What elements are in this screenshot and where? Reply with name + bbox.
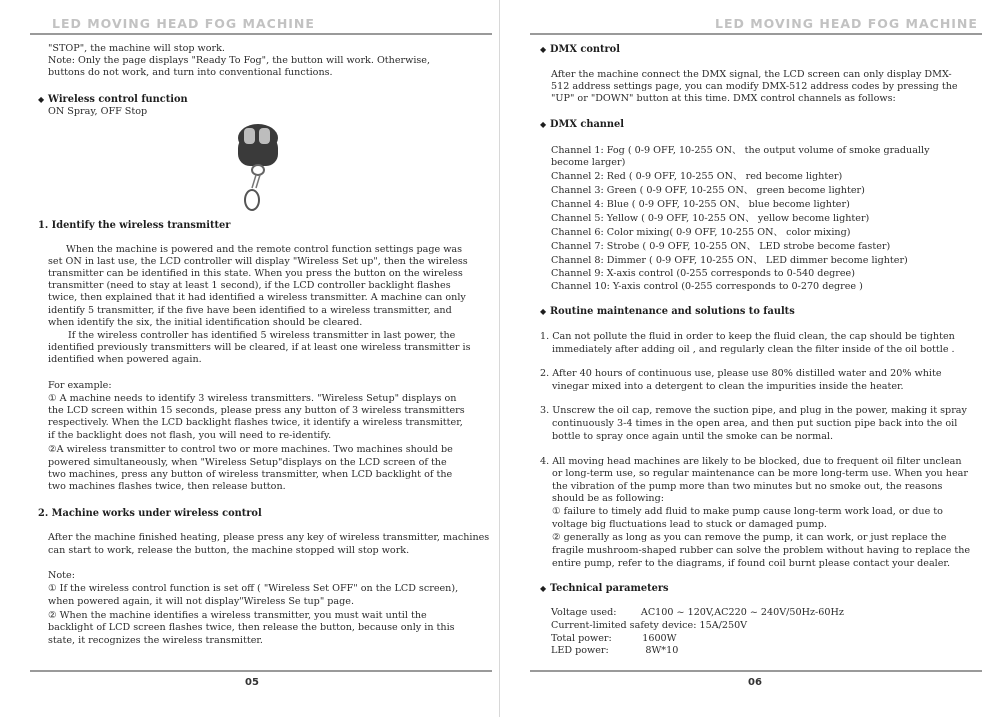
channel-line-7: Channel 6: Color mixing( 0-9 OFF, 10-255 ON、 color mixing) bbox=[551, 227, 851, 238]
maintenance-heading: ◆ Routine maintenance and solutions to faults bbox=[540, 306, 795, 317]
left-footer-rule bbox=[30, 670, 492, 672]
item4-line-9: entire pump, refer to the diagrams, if found coil burnt please contact your dealer. bbox=[552, 558, 950, 569]
channel-line-1: Channel 1: Fog ( 0-9 OFF, 10-255 ON、 the output volume of smoke gradually bbox=[551, 145, 930, 156]
tech-line-3: Total power: 1600W bbox=[551, 633, 677, 644]
right-footer-rule bbox=[530, 670, 982, 672]
channel-line-5: Channel 4: Blue ( 0-9 OFF, 10-255 ON、 blue become lighter) bbox=[551, 199, 850, 210]
intro-line-2: Note: Only the page displays "Ready To Fog", the button will work. Otherwise, bbox=[48, 55, 431, 66]
item2-line-1: 2. After 40 hours of continuous use, please use 80% distilled water and 20% white bbox=[540, 368, 942, 379]
wireless-text: ON Spray, OFF Stop bbox=[48, 106, 148, 117]
identify-p1-line-1: When the machine is powered and the remote control function settings page was bbox=[66, 244, 463, 255]
channel-line-3: Channel 2: Red ( 0-9 OFF, 10-255 ON、 red become lighter) bbox=[551, 171, 843, 182]
channel-line-4: Channel 3: Green ( 0-9 OFF, 10-255 ON、 green become lighter) bbox=[551, 185, 865, 196]
item4-line-7: ② generally as long as you can remove the pump, it can work, or just replace the bbox=[552, 532, 947, 543]
item2-line-2: vinegar mixed into a detergent to clean the impurities inside the heater. bbox=[552, 381, 904, 392]
note1-line-2: when powered again, it will not display"Wireless Se tup" page. bbox=[48, 596, 355, 607]
identify-p1-line-7: when identify the six, the initial identification should be cleared. bbox=[48, 317, 363, 328]
identify-heading: 1. Identify the wireless transmitter bbox=[38, 220, 231, 231]
diamond-bullet-icon: ◆ bbox=[540, 119, 547, 129]
item4-line-4: should be as following: bbox=[552, 493, 664, 504]
dmx-control-line-3: "UP" or "DOWN" button at this time. DMX control channels as follows: bbox=[551, 93, 896, 104]
remote-control-image bbox=[228, 118, 288, 214]
dmx-control-line-2: 512 address settings page, you can modify DMX-512 address codes by pressing the bbox=[551, 81, 958, 92]
item3-line-2: continuously 3-4 times in the open area, and then put suction pipe back into the oil bbox=[552, 418, 958, 429]
right-page bbox=[500, 0, 1000, 717]
item1-line-2: immediately after adding oil , and regularly clean the filter inside of the oil bottle . bbox=[552, 344, 955, 355]
note2-line-2: backlight of LCD screen flashes twice, then release the button, because only in this bbox=[48, 622, 455, 633]
tech-line-2: Current-limited safety device: 15A/250V bbox=[551, 620, 748, 631]
right-header-rule bbox=[530, 33, 982, 35]
channel-line-10: Channel 9: X-axis control (0-255 corresponds to 0-540 degree) bbox=[551, 268, 855, 279]
item4-line-6: voltage big fluctuations lead to stuck or damaged pump. bbox=[552, 519, 827, 530]
example1-line-2: the LCD screen within 15 seconds, please press any button of 3 wireless transmitters bbox=[48, 405, 465, 416]
identify-p1-line-6: identify 5 transmitter, if the five have been identified to a wireless transmitter, and bbox=[48, 305, 452, 316]
note1-line-1: ① If the wireless control function is set off ( "Wireless Set OFF" on the LCD screen), bbox=[48, 583, 459, 594]
wireless-heading: ◆ Wireless control function bbox=[38, 94, 188, 105]
example1-line-3: respectively. When the LCD backlight flashes twice, it identify a wireless transmitter, bbox=[48, 417, 463, 428]
channel-line-8: Channel 7: Strobe ( 0-9 OFF, 10-255 ON、 LED strobe become faster) bbox=[551, 241, 891, 252]
identify-p2-line-2: identified previously transmitters will be cleared, if at least one wireless transmitter is bbox=[48, 342, 471, 353]
tech-heading: ◆ Technical parameters bbox=[540, 583, 669, 594]
example2-line-2: powered simultaneously, when "Wireless Setup"displays on the LCD screen of the bbox=[48, 457, 447, 468]
diamond-bullet-icon: ◆ bbox=[540, 583, 547, 593]
diamond-bullet-icon: ◆ bbox=[540, 306, 547, 316]
example2-line-4: two machines flashes twice, then release button. bbox=[48, 481, 286, 492]
works-line-1: After the machine finished heating, please press any key of wireless transmitter, machines bbox=[48, 532, 490, 543]
intro-line-1: "STOP", the machine will stop work. bbox=[48, 43, 225, 54]
item3-line-1: 3. Unscrew the oil cap, remove the suction pipe, and plug in the power, making it spray bbox=[540, 405, 967, 416]
item4-line-1: 4. All moving head machines are likely to be blocked, due to frequent oil filter unclean bbox=[540, 456, 962, 467]
channel-line-11: Channel 10: Y-axis control (0-255 corresponds to 0-270 degree ) bbox=[551, 281, 863, 292]
item1-line-1: 1. Can not pollute the fluid in order to keep the fluid clean, the cap should be tighten bbox=[540, 331, 955, 342]
identify-p2-line-3: identified when powered again. bbox=[48, 354, 202, 365]
diamond-bullet-icon: ◆ bbox=[38, 94, 45, 104]
left-header-title: LED MOVING HEAD FOG MACHINE bbox=[52, 16, 315, 31]
works-heading: 2. Machine works under wireless control bbox=[38, 508, 262, 519]
tech-line-1: Voltage used: AC100 ~ 120V,AC220 ~ 240V/50Hz-60Hz bbox=[551, 607, 844, 618]
right-header-title: LED MOVING HEAD FOG MACHINE bbox=[715, 16, 978, 31]
item4-line-3: the vibration of the pump more than two minutes but no smoke out, the reasons bbox=[552, 481, 943, 492]
identify-p1-line-2: set ON in last use, the LCD controller will display "Wireless Set up", then the wireless bbox=[48, 256, 468, 267]
diamond-bullet-icon: ◆ bbox=[540, 44, 547, 54]
note-label: Note: bbox=[48, 570, 75, 581]
item3-line-3: bottle to spray once again until the smoke can be normal. bbox=[552, 431, 834, 442]
example1-line-4: if the backlight does not flash, you will need to re-identify. bbox=[48, 430, 332, 441]
channel-line-9: Channel 8: Dimmer ( 0-9 OFF, 10-255 ON、 LED dimmer become lighter) bbox=[551, 255, 908, 266]
tech-line-4: LED power: 8W*10 bbox=[551, 645, 679, 656]
dmx-channel-heading: ◆ DMX channel bbox=[540, 119, 624, 130]
page-number-right: 06 bbox=[748, 677, 762, 688]
left-header-rule bbox=[30, 33, 492, 35]
note2-line-3: state, it recognizes the wireless transmitter. bbox=[48, 635, 263, 646]
page-number-left: 05 bbox=[245, 677, 259, 688]
example-label: For example: bbox=[48, 380, 112, 391]
works-line-2: can start to work, release the button, the machine stopped will stop work. bbox=[48, 545, 410, 556]
item4-line-5: ① failure to timely add fluid to make pump cause long-term work load, or due to bbox=[552, 506, 943, 517]
identify-p2-line-1: If the wireless controller has identified 5 wireless transmitter in last power, the bbox=[68, 330, 456, 341]
dmx-control-heading: ◆ DMX control bbox=[540, 44, 620, 55]
item4-line-2: or long-term use, so regular maintenance can be more long-term use. When you hear bbox=[552, 468, 968, 479]
channel-line-2: become larger) bbox=[551, 157, 626, 168]
dmx-control-line-1: After the machine connect the DMX signal, the LCD screen can only display DMX- bbox=[551, 69, 952, 80]
example2-line-3: two machines, press any button of wireless transmitter, when LCD backlight of the bbox=[48, 469, 453, 480]
intro-line-3: buttons do not work, and turn into conventional functions. bbox=[48, 67, 333, 78]
item4-line-8: fragile mushroom-shaped rubber can solve the problem without having to replace the bbox=[552, 545, 971, 556]
identify-p1-line-3: transmitter can be identified in this state. When you press the button on the wireless bbox=[48, 268, 463, 279]
identify-p1-line-5: twice, then explained that it had identified a wireless transmitter. A machine can only bbox=[48, 292, 466, 303]
example2-line-1: ②A wireless transmitter to control two or more machines. Two machines should be bbox=[48, 444, 453, 455]
channel-line-6: Channel 5: Yellow ( 0-9 OFF, 10-255 ON、 yellow become lighter) bbox=[551, 213, 870, 224]
example1-line-1: ① A machine needs to identify 3 wireless transmitters. "Wireless Setup" displays on bbox=[48, 393, 457, 404]
identify-p1-line-4: transmitter (need to stay at least 1 second), if the LCD controller backlight flashes bbox=[48, 280, 451, 291]
note2-line-1: ② When the machine identifies a wireless transmitter, you must wait until the bbox=[48, 610, 427, 621]
